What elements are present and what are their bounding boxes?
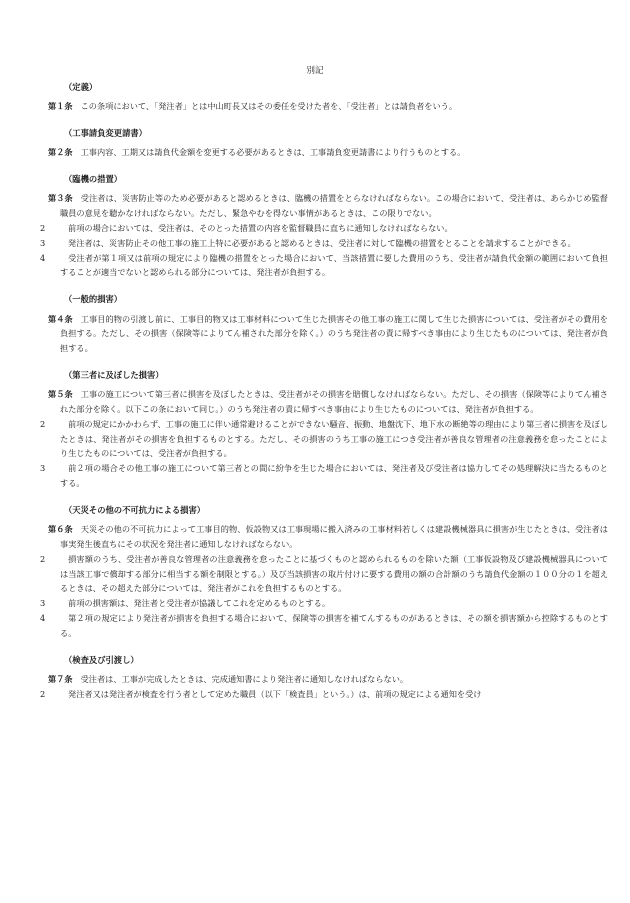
paragraph-text: 発注者は、災害防止その他工事の施工上特に必要があると認めるときは、受注者に対して臨機の措置をとることを請求することができる。 — [68, 237, 576, 248]
paragraph-number: 2 — [40, 223, 46, 234]
section-heading: （工事請負変更請書） — [64, 128, 147, 139]
paragraph — [40, 611, 608, 641]
article-label: 第１条 — [48, 101, 73, 112]
paragraph-text: 第２項の規定により発注者が損害を負担する場合において、保険等の損害を補てんするものがあるときは、その額を損害額から控除するものとする。 — [60, 612, 608, 638]
paragraph-text: 工事の施工について第三者に損害を及ぼしたときは、受注者がその損害を賠償しなければならない。ただし、その損害（保険等によりてん補された部分を除く。以下この条において同じ。）のうち発注者の責に帰すべき事由により生じたものについては、発注者が負担する。 — [60, 389, 608, 415]
paragraph-text: 天災その他の不可抗力によって工事目的物、仮設物又は工事現場に搬入済みの工事材料若しくは建設機械器具に損害が生じたときは、受注者は事実発生後直ちにその状況を発注者に通知しなければならない。 — [60, 524, 608, 549]
paragraph-text: 受注者は、工事が完成したときは、完成通知書により発注者に通知しなければならない。 — [80, 673, 409, 684]
article-label: 第７条 — [48, 673, 73, 684]
paragraph-number: 3 — [40, 237, 46, 248]
paragraph-text: 発注者又は発注者が検査を行う者として定めた職員（以下「検査員」という。）は、前項の規定による通知を受け — [68, 688, 482, 699]
paragraph — [40, 687, 608, 702]
paragraph — [48, 145, 608, 160]
section-heading: （検査及び引渡し） — [64, 654, 139, 665]
section — [48, 294, 608, 356]
section-heading: （定義） — [64, 82, 98, 92]
paragraph-text: この条項において、「発注者」とは中山町長又はその委任を受けた者を、「受注者」とは請負者をいう。 — [80, 101, 458, 112]
paragraph — [40, 221, 608, 236]
paragraph — [48, 99, 608, 114]
section — [40, 174, 608, 280]
paragraph-text: 前項の場合においては、受注者は、そのとった措置の内容を監督職員に直ちに通知しなければならない。 — [68, 223, 453, 234]
paragraph-text: 損害額のうち、受注者が善良な管理者の注意義務を怠ったことに基づくものと認められるものを除いた額（工事仮設物及び建設機械器具については当該工事で償却する部分に相当する額を制限とする。）及び当該損害の取片付けに要する費用の額の合計額のうち請負代金額の１００分の１を超えるときは、その超えた部分については、発注者がこれを負担するものとする。 — [60, 553, 608, 594]
paragraph-number: 2 — [40, 553, 46, 564]
article-label: 第５条 — [48, 389, 73, 400]
paragraph-text: 前項の規定にかかわらず、工事の施工に伴い通常避けることができない騒音、振動、地盤沈下、地下水の断絶等の理由により第三者に損害を及ぼしたときは、発注者がその損害を負担するものとする。ただし、その損害のうち工事の施工につき受注者が善良な管理者の注意義務を怠ったことにより生じたものについては、受注者が負担する。 — [60, 418, 608, 459]
paragraph-text: 工事内容、工期又は請負代金額を変更する必要があるときは、工事請負変更請書により行うものとする。 — [80, 147, 466, 158]
section — [40, 369, 608, 491]
paragraph — [40, 461, 608, 491]
paragraph — [48, 387, 608, 417]
section — [48, 82, 608, 114]
paragraph — [40, 251, 608, 281]
document-body — [40, 82, 608, 715]
paragraph-number: 3 — [40, 463, 46, 474]
paragraph — [48, 312, 608, 356]
section-heading: （第三者に及ぼした損害） — [64, 369, 164, 380]
paragraph-text: 受注者は、災害防止等のため必要があると認めるときは、臨機の措置をとらなければならない。この場合において、受注者は、あらかじめ監督職員の意見を聴かなければならない。ただし、緊急やむを得ない事情があるときは、この限りでない。 — [60, 193, 608, 219]
paragraph-text: 受注者が第１項又は前項の規定により臨機の措置をとった場合において、当該措置に要した費用のうち、受注者が請負代金額の範囲において負担することが適当でないと認められる部分については、発注者が負担する。 — [60, 252, 608, 278]
paragraph-number: 4 — [40, 252, 46, 263]
article-label: 第６条 — [48, 524, 73, 535]
section-heading: （一般的損害） — [64, 294, 123, 305]
paragraph — [40, 552, 608, 596]
paragraph — [40, 596, 608, 611]
document-title: 別記 — [306, 66, 324, 76]
article-label: 第３条 — [48, 193, 73, 204]
paragraph-text: 工事目的物の引渡し前に、工事目的物又は工事材料について生じた損害その他工事の施工に関して生じた損害については、受注者がその費用を負担する。ただし、その損害（保険等によりてん補された部分を除く。）のうち発注者の責に帰すべき事由により生じたものについては、発注者が負担する。 — [60, 313, 608, 354]
paragraph-number: 3 — [40, 598, 46, 609]
paragraph-text: 前２項の場合その他工事の施工について第三者との間に紛争を生じた場合においては、発注者及び受注者は協力してその処理解決に当たるものとする。 — [60, 463, 608, 489]
section — [40, 654, 608, 702]
article-label: 第４条 — [48, 313, 73, 324]
paragraph — [48, 672, 608, 687]
article-label: 第２条 — [48, 147, 73, 158]
paragraph — [40, 417, 608, 461]
paragraph — [48, 522, 608, 552]
paragraph-text: 前項の損害額は、発注者と受注者が協議してこれを定めるものとする。 — [68, 598, 331, 609]
section-heading: （臨機の措置） — [64, 174, 123, 185]
paragraph-number: 4 — [40, 612, 46, 623]
paragraph — [48, 191, 608, 221]
section-heading: （天災その他の不可抗力による損害） — [64, 504, 206, 515]
paragraph-number: 2 — [40, 688, 46, 699]
section — [48, 128, 608, 160]
paragraph-number: 2 — [40, 418, 46, 429]
section — [40, 504, 608, 641]
paragraph — [40, 236, 608, 251]
